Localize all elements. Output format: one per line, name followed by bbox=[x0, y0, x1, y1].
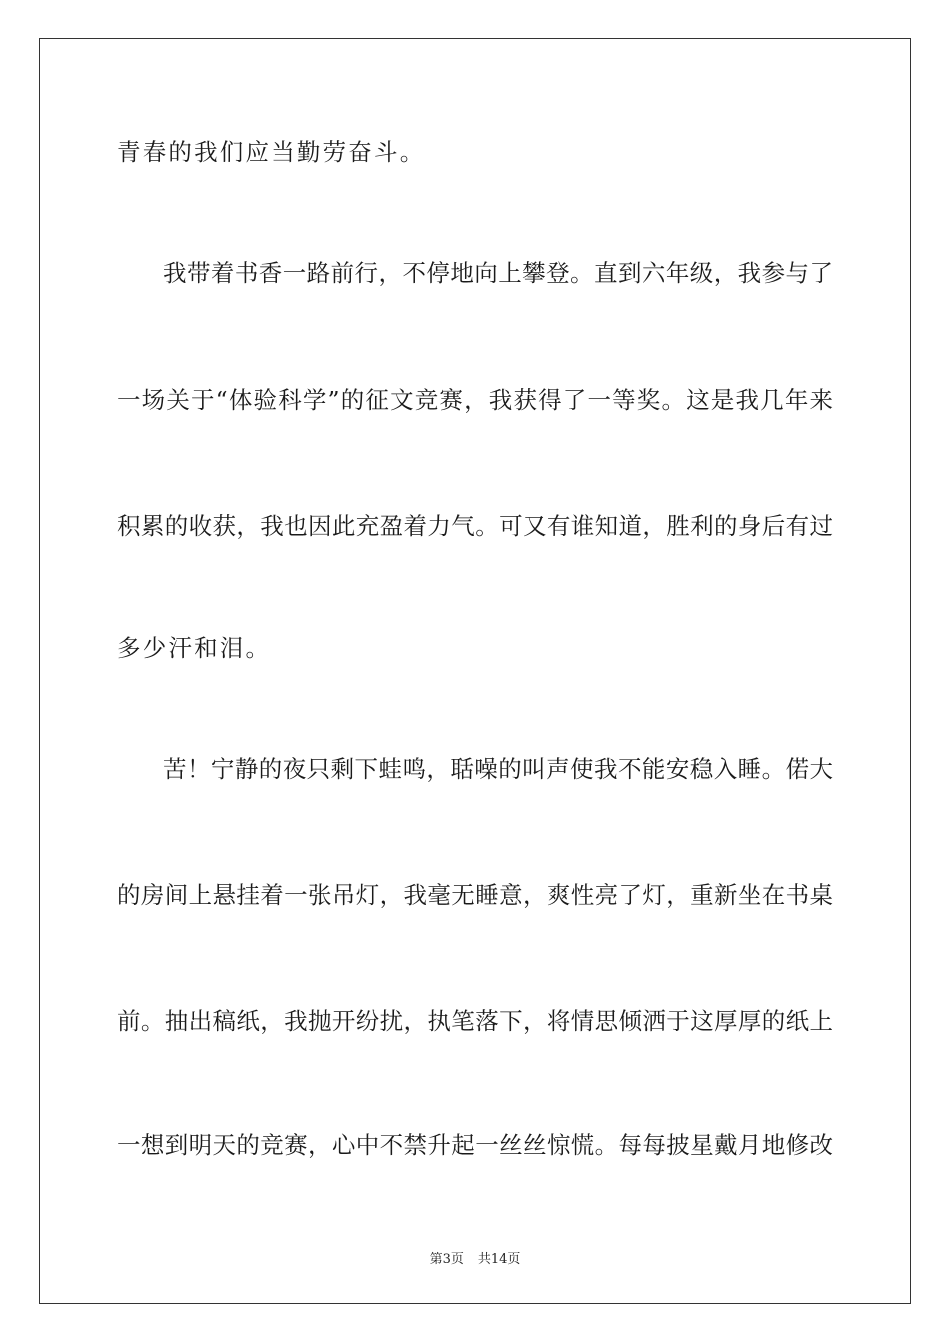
page-total: 共14页 bbox=[477, 1252, 521, 1267]
page-footer bbox=[0, 1248, 950, 1267]
paragraph-line-9: 一想到明天的竞赛，心中不禁升起一丝丝惊慌。每每披星戴月地修改 bbox=[117, 1131, 833, 1159]
page-number: 第3页 bbox=[429, 1252, 464, 1267]
paragraph-line-5: 多少汗和泪。 bbox=[117, 634, 272, 662]
page-frame bbox=[39, 38, 911, 1304]
paragraph-line-3: 一场关于“体验科学”的征文竞赛，我获得了一等奖。这是我几年来 bbox=[117, 386, 833, 414]
paragraph-line-4: 积累的收获，我也因此充盈着力气。可又有谁知道，胜利的身后有过 bbox=[117, 512, 833, 540]
paragraph-line-8: 前。抽出稿纸，我抛开纷扰，执笔落下，将情思倾洒于这厚厚的纸上 bbox=[117, 1007, 833, 1035]
paragraph-line-2: 我带着书香一路前行，不停地向上攀登。直到六年级，我参与了 bbox=[163, 259, 833, 287]
paragraph-line-1: 青春的我们应当勤劳奋斗。 bbox=[117, 138, 426, 166]
paragraph-line-7: 的房间上悬挂着一张吊灯，我毫无睡意，爽性亮了灯，重新坐在书桌 bbox=[117, 881, 833, 909]
paragraph-line-6: 苦！宁静的夜只剩下蛙鸣，聒噪的叫声使我不能安稳入睡。偌大 bbox=[163, 755, 833, 783]
